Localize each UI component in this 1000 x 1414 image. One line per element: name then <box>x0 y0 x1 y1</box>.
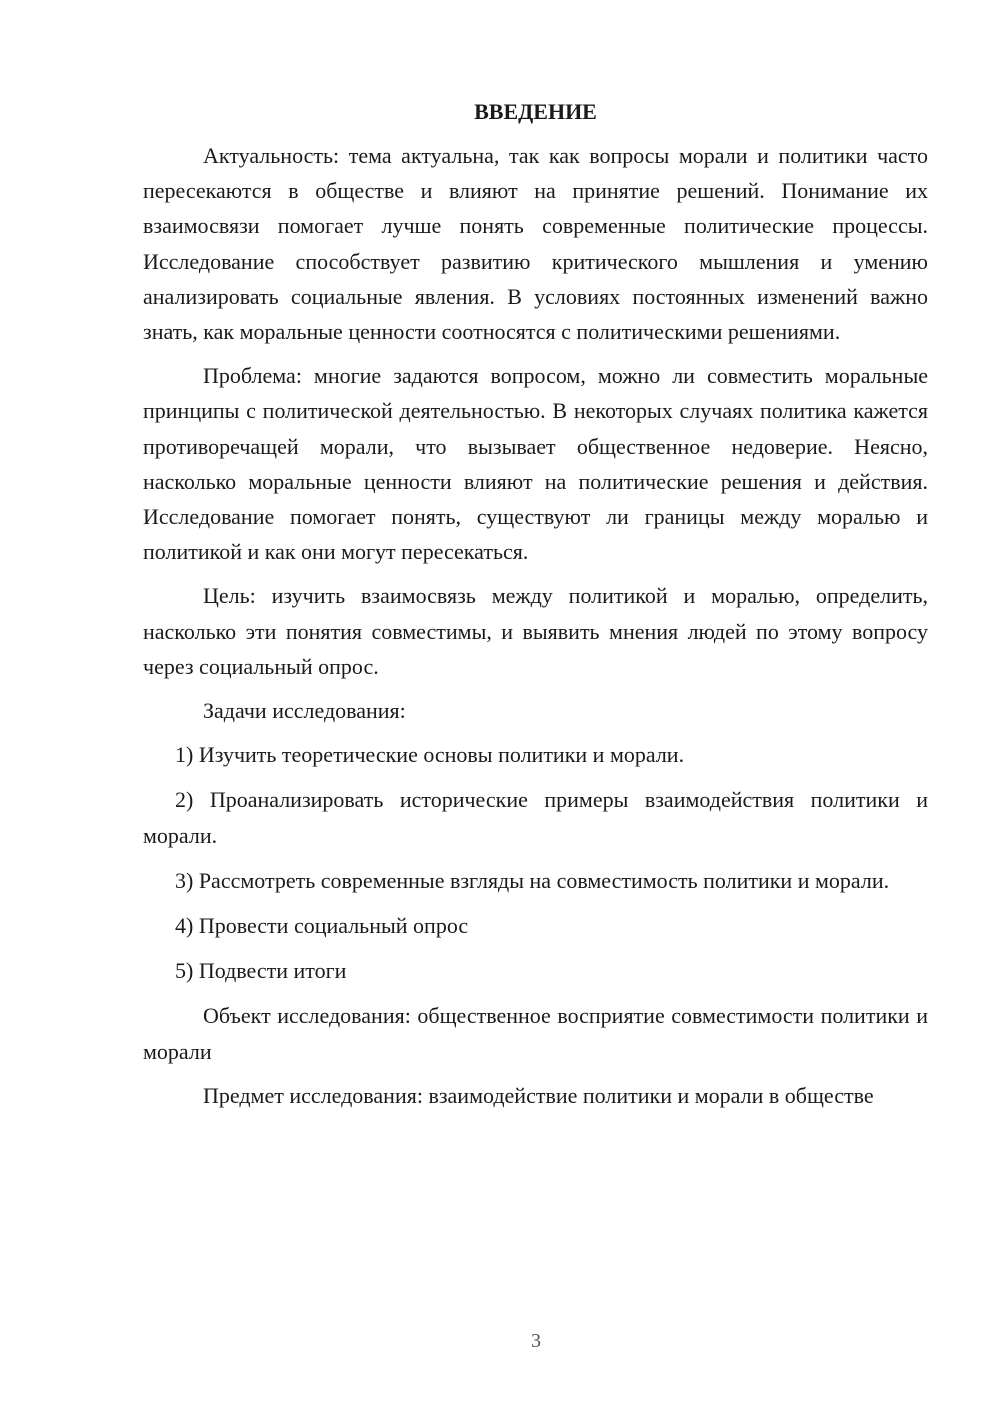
subject-paragraph: Предмет исследования: взаимодействие политики и морали в обществе <box>203 1082 874 1108</box>
tasks-heading: Задачи исследования: <box>203 698 406 724</box>
problem-paragraph: Проблема: многие задаются вопросом, можно ли совместить моральные принципы с политической деятельностью. В некоторых случаях политика кажется противоречащей морали, что вызывает общественное недоверие. Неясно, насколько моральные ценности влияют на политические решения и действия. Исследование помогает понять, существуют ли границы между моралью и политикой и как они могут пересекаться. <box>143 363 928 565</box>
task-item: 2) Проанализировать исторические примеры взаимодействия политики и морали. <box>143 787 928 848</box>
task-item: 1) Изучить теоретические основы политики и морали. <box>175 742 685 768</box>
section-heading: ВВЕДЕНИЕ <box>474 99 597 124</box>
goal-paragraph: Цель: изучить взаимосвязь между политикой и моралью, определить, насколько эти понятия совместимы, и выявить мнения людей по этому вопросу через социальный опрос. <box>143 583 928 679</box>
tasks-list <box>143 737 928 988</box>
task-item: 5) Подвести итоги <box>175 958 347 984</box>
task-item: 3) Рассмотреть современные взгляды на совместимость политики и морали. <box>175 867 890 893</box>
document-page <box>143 94 928 1122</box>
object-paragraph: Объект исследования: общественное восприятие совместимости политики и морали <box>143 1003 928 1064</box>
relevance-paragraph: Актуальность: тема актуальна, так как вопросы морали и политики часто пересекаются в обществе и влияют на принятие решений. Понимание их взаимосвязи помогает лучше понять современные политические процессы. Исследование способствует развитию критического мышления и умению анализировать социальные явления. В условиях постоянных изменений важно знать, как моральные ценности соотносятся с политическими решениями. <box>143 143 928 345</box>
page-number: 3 <box>531 1330 541 1352</box>
task-item: 4) Провести социальный опрос <box>175 913 469 939</box>
